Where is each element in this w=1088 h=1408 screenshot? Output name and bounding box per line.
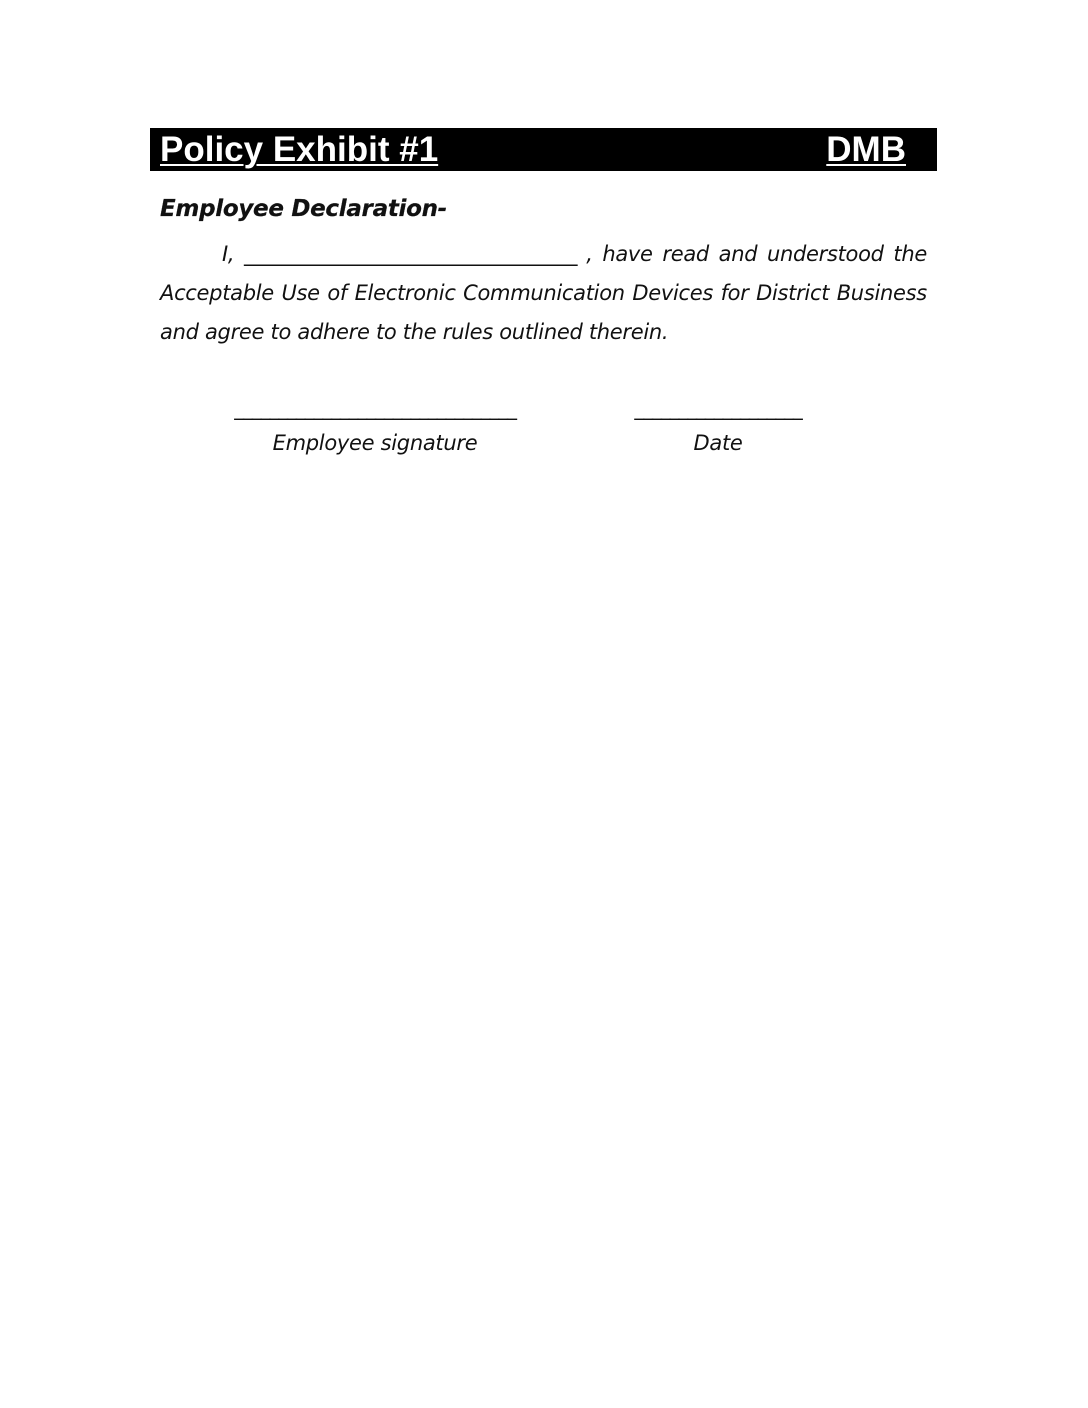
exhibit-title: Policy Exhibit #1 <box>160 130 439 169</box>
declaration-paragraph <box>160 235 927 352</box>
declaration-word: Acceptable <box>160 281 274 305</box>
declaration-word: for <box>720 281 749 305</box>
employee-signature-label: Employee signature <box>272 431 478 455</box>
declaration-word: District <box>756 281 830 305</box>
declaration-word: , <box>586 242 593 266</box>
declaration-line-3: and agree to adhere to the rules outlined therein. <box>160 320 669 344</box>
declaration-word: Communication <box>463 281 625 305</box>
date-block <box>630 396 806 458</box>
declaration-word: Business <box>836 281 927 305</box>
declaration-word: and <box>718 242 758 266</box>
declaration-line-1 <box>160 235 927 274</box>
employee-signature-line: ________________________________ <box>234 396 516 420</box>
declaration-word: have <box>602 242 653 266</box>
declaration-word: Devices <box>632 281 713 305</box>
header-bar <box>150 128 937 171</box>
declaration-word: of <box>327 281 348 305</box>
declaration-heading: Employee Declaration- <box>160 196 447 222</box>
employee-signature-block <box>222 396 528 458</box>
declaration-word: understood <box>766 242 884 266</box>
department-code: DMB <box>826 130 906 169</box>
date-line: ___________________ <box>634 396 802 420</box>
declaration-line-2 <box>160 274 927 313</box>
date-label: Date <box>693 431 743 455</box>
declaration-word: the <box>893 242 927 266</box>
declaration-word: Use <box>281 281 320 305</box>
declaration-word: Electronic <box>354 281 456 305</box>
declaration-word: read <box>662 242 709 266</box>
employee-name-blank: ___________________________________ <box>244 242 577 266</box>
declaration-pronoun: I, <box>222 242 235 266</box>
